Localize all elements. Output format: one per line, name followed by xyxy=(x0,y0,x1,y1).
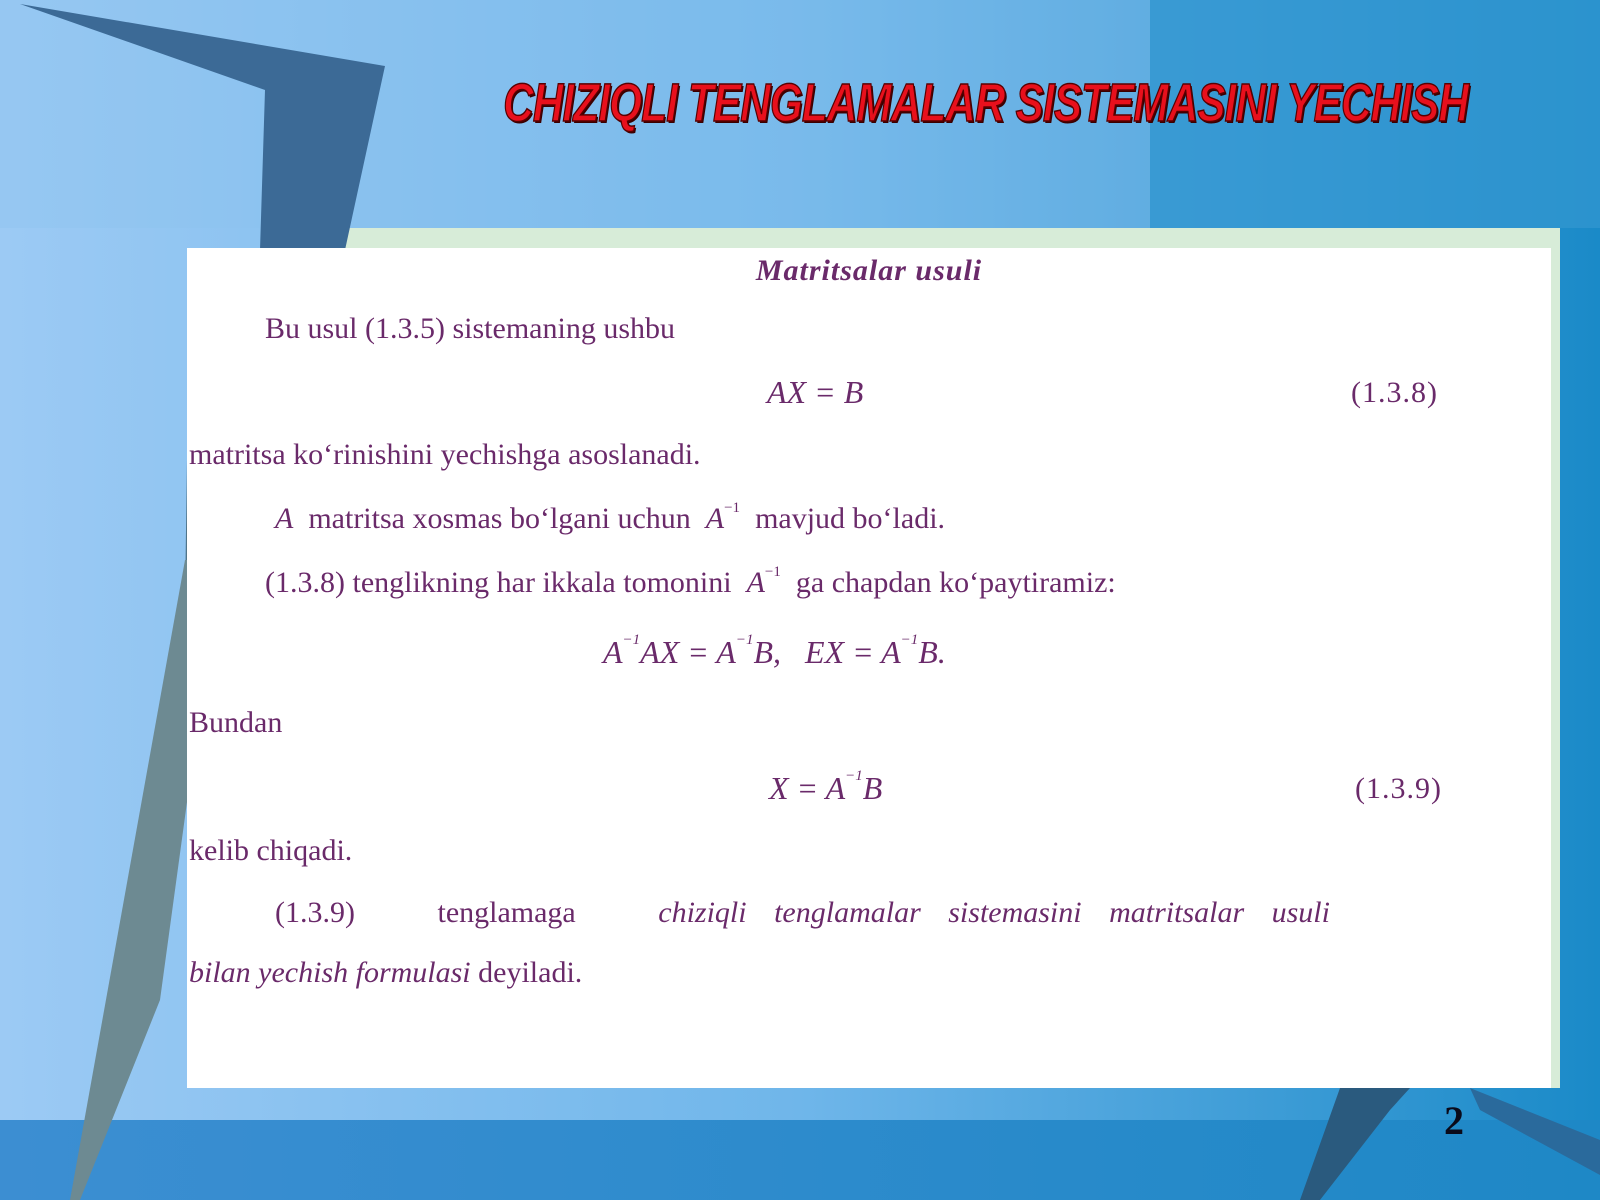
matrix-symbol: A xyxy=(275,502,294,535)
paragraph-1: Bu usul (1.3.5) sistemaning ushbu xyxy=(265,312,675,345)
eq2-term: B. xyxy=(918,634,946,670)
paragraph-5: Bundan xyxy=(189,706,283,739)
equation-1: AX = B xyxy=(767,374,864,410)
paragraph-3 xyxy=(275,502,945,536)
paragraph-3-end: mavjud bo‘ladi. xyxy=(755,502,946,535)
paragraph-7-text: tenglamaga xyxy=(437,896,576,929)
section-heading: Matritsalar usuli xyxy=(755,254,983,287)
equation-2 xyxy=(603,634,946,671)
equation-3 xyxy=(769,770,882,807)
inverse-superscript: −1 xyxy=(845,768,863,784)
eq2-term: EX = A xyxy=(805,634,901,670)
slide-title: CHIZIQLI TENGLAMALAR SISTEMASINI YECHISH xyxy=(503,73,1469,133)
inverse-superscript: −1 xyxy=(764,564,781,580)
inverse-superscript: −1 xyxy=(622,632,641,648)
emphasized-term: chiziqli tenglamalar sistemasini matritsalar usuli xyxy=(658,896,1330,929)
eq2-term: AX = A xyxy=(640,634,736,670)
eq3-term: X = A xyxy=(769,770,846,806)
inverse-superscript: −1 xyxy=(735,632,754,648)
paragraph-8-end: deyiladi. xyxy=(478,956,583,989)
eq2-term: B, xyxy=(753,634,781,670)
paragraph-7 xyxy=(275,896,1330,930)
equation-3-number: (1.3.9) xyxy=(1355,772,1442,805)
inverse-superscript: −1 xyxy=(900,632,919,648)
inverse-superscript: −1 xyxy=(724,500,741,516)
paragraph-8 xyxy=(189,956,582,990)
paragraph-4-end: ga chapdan ko‘paytiramiz: xyxy=(795,566,1116,599)
matrix-symbol-inverse: A xyxy=(746,566,765,599)
paragraph-4 xyxy=(265,566,1116,600)
matrix-symbol-inverse: A xyxy=(705,502,725,535)
eq2-term: A xyxy=(603,634,623,670)
paragraph-3-text: matritsa xosmas bo‘lgani uchun xyxy=(308,502,691,535)
eq3-term: B xyxy=(862,770,883,806)
content-panel xyxy=(187,248,1551,1088)
paragraph-4-text: (1.3.8) tenglikning har ikkala tomonini xyxy=(265,566,732,599)
emphasized-term: bilan yechish formulasi xyxy=(189,956,471,989)
paragraph-6: kelib chiqadi. xyxy=(189,834,353,867)
page-number: 2 xyxy=(1444,1098,1464,1143)
equation-reference: (1.3.9) xyxy=(275,896,355,929)
paragraph-2: matritsa ko‘rinishini yechishga asoslanadi. xyxy=(189,438,701,471)
equation-1-number: (1.3.8) xyxy=(1351,376,1438,409)
